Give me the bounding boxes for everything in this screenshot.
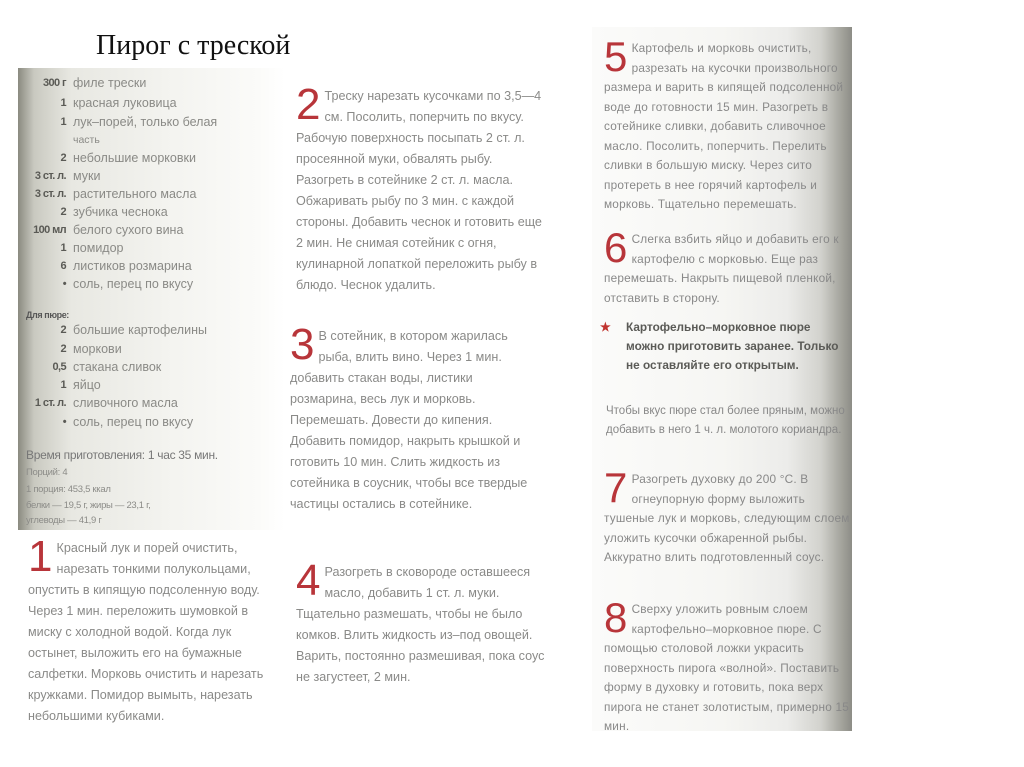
ingredient-row: • соль, перец по вкусу [62,277,194,291]
ingredient-row: 3 ст. л. растительного масла [34,187,197,201]
step-6 [604,224,852,308]
ingredient-row: 2 моркови [60,342,122,356]
calories: 1 порция: 453,5 ккал [26,484,111,495]
step-8 [604,594,852,731]
ingredient-row: 1 красная луковица [60,96,177,110]
slide-title: Пирог с треской [96,30,291,61]
step-number: 3 [290,320,315,369]
step-5 [604,33,852,215]
ingredient-row: 1 помидор [60,241,124,255]
puree-heading: Для пюре: [26,310,69,320]
step-3 [290,320,540,515]
ingredient-row: 2 небольшие морковки [60,151,196,165]
step-text: Разогреть духовку до 200 °С. В огнеупорную форму выложить тушеные лук и морковь, следующим слоем уложить кусочки обжаренной рыбы. Аккуратно влить подготовленный соус. [604,472,850,564]
ingredient-row: 1 ст. л. сливочного масла [34,396,178,410]
step-number: 1 [28,532,53,581]
step-text: В сотейник, в котором жарилась рыба, влить вино. Через 1 мин. добавить стакан воды, листики розмарина, весь лук и морковь. Перемешать. Довести до кипения. Добавить помидор, накрыть крышкой и готовить 10 мин. Слить жидкость из сотейника в соусник, чтобы все твердые частицы остались в сотейнике. [290,329,528,511]
protein-fat: белки — 19,5 г, жиры — 23,1 г, [26,500,151,511]
ingredient-row: 6 листиков розмарина [60,259,192,273]
step-4 [296,556,552,688]
ingredient-row: • соль, перец по вкусу [62,415,194,429]
step-text: Сверху уложить ровным слоем картофельно–морковное пюре. С помощью столовой ложки украсить поверхность пирога «волной». Поставить форму в духовку и готовить, пока верх пирога не станет золотистым, примерно 15 мин. [604,602,850,731]
step-number: 5 [604,33,628,80]
tip-text: Чтобы вкус пюре стал более пряным, можно добавить в него 1 ч. л. молотого кориандра. [606,405,845,436]
step-1 [28,532,276,727]
ingredient-row: 0,5 стакана сливок [52,360,162,374]
carbs: углеводы — 41,9 г [26,515,102,526]
ingredient-row: 2 зубчика чеснока [60,205,168,219]
ingredients-panel [18,68,285,530]
ingredient-row: 3 ст. л. муки [34,169,101,183]
step-2 [296,80,546,296]
step-text: Треску нарезать кусочками по 3,5—4 см. Посолить, поперчить по вкусу. Рабочую поверхность посыпать 2 ст. л. просеянной муки, обвалять рыбу. Разогреть в сотейнике 2 ст. л. масла. Обжаривать рыбу по 3 мин. с каждой стороны. Добавить чеснок и готовить еще 2 мин. Не снимая сотейник с огня, кулинарной лопаткой переложить рыбу в блюдо. Чеснок удалить. [296,89,542,292]
ingredient-row: 2 большие картофелины [60,323,207,337]
step-number: 2 [296,80,321,129]
note-callout [600,318,850,375]
step-text: Красный лук и порей очистить, нарезать тонкими полукольцами, опустить в кипящую подсоленную воду. Через 1 мин. переложить шумовкой в миску с холодной водой. Когда лук остынет, выложить его на бумажные салфетки. Морковь очистить и нарезать кружками. Помидор вымыть, нарезать небольшими кубиками. [28,541,264,723]
step-7 [604,464,852,568]
step-text: Картофель и морковь очистить, разрезать на кусочки произвольного размера и варить в кипящей подсоленной воде до готовности 15 мин. Разогреть в сотейнике сливки, добавить сливочное масло. Посолить, поперчить. Перелить сливки в большую миску. Через сито протереть в нее горячий картофель и морковь. Тщательно перемешать. [604,41,844,211]
step-number: 7 [604,464,628,511]
star-icon: ★ [600,320,611,334]
ingredient-row: 100 мл белого сухого вина [33,223,184,237]
portions: Порций: 4 [26,467,68,478]
note-text: Картофельно–морковное пюре можно приготовить заранее. Только не оставляйте его открытым. [626,320,839,372]
ingredient-row: часть [73,134,100,146]
step-text: Слегка взбить яйцо и добавить его к картофелю с морковью. Еще раз перемешать. Накрыть пищевой пленкой, отставить в сторону. [604,232,839,305]
ingredient-row: 300 г филе трески [43,76,147,90]
step-number: 8 [604,594,628,641]
ingredient-row: 1 лук–порей, только белая [60,115,218,129]
step-number: 6 [604,224,628,271]
cooking-time: Время приготовления: 1 час 35 мин. [26,448,218,462]
step-number: 4 [296,556,321,605]
ingredient-row: 1 яйцо [60,378,101,392]
right-page [592,27,852,731]
step-text: Разогреть в сковороде оставшееся масло, добавить 1 ст. л. муки. Тщательно размешать, чтобы не было комков. Влить жидкость из–под овощей. Варить, постоянно размешивая, пока соус не загустеет, 2 мин. [296,565,545,684]
